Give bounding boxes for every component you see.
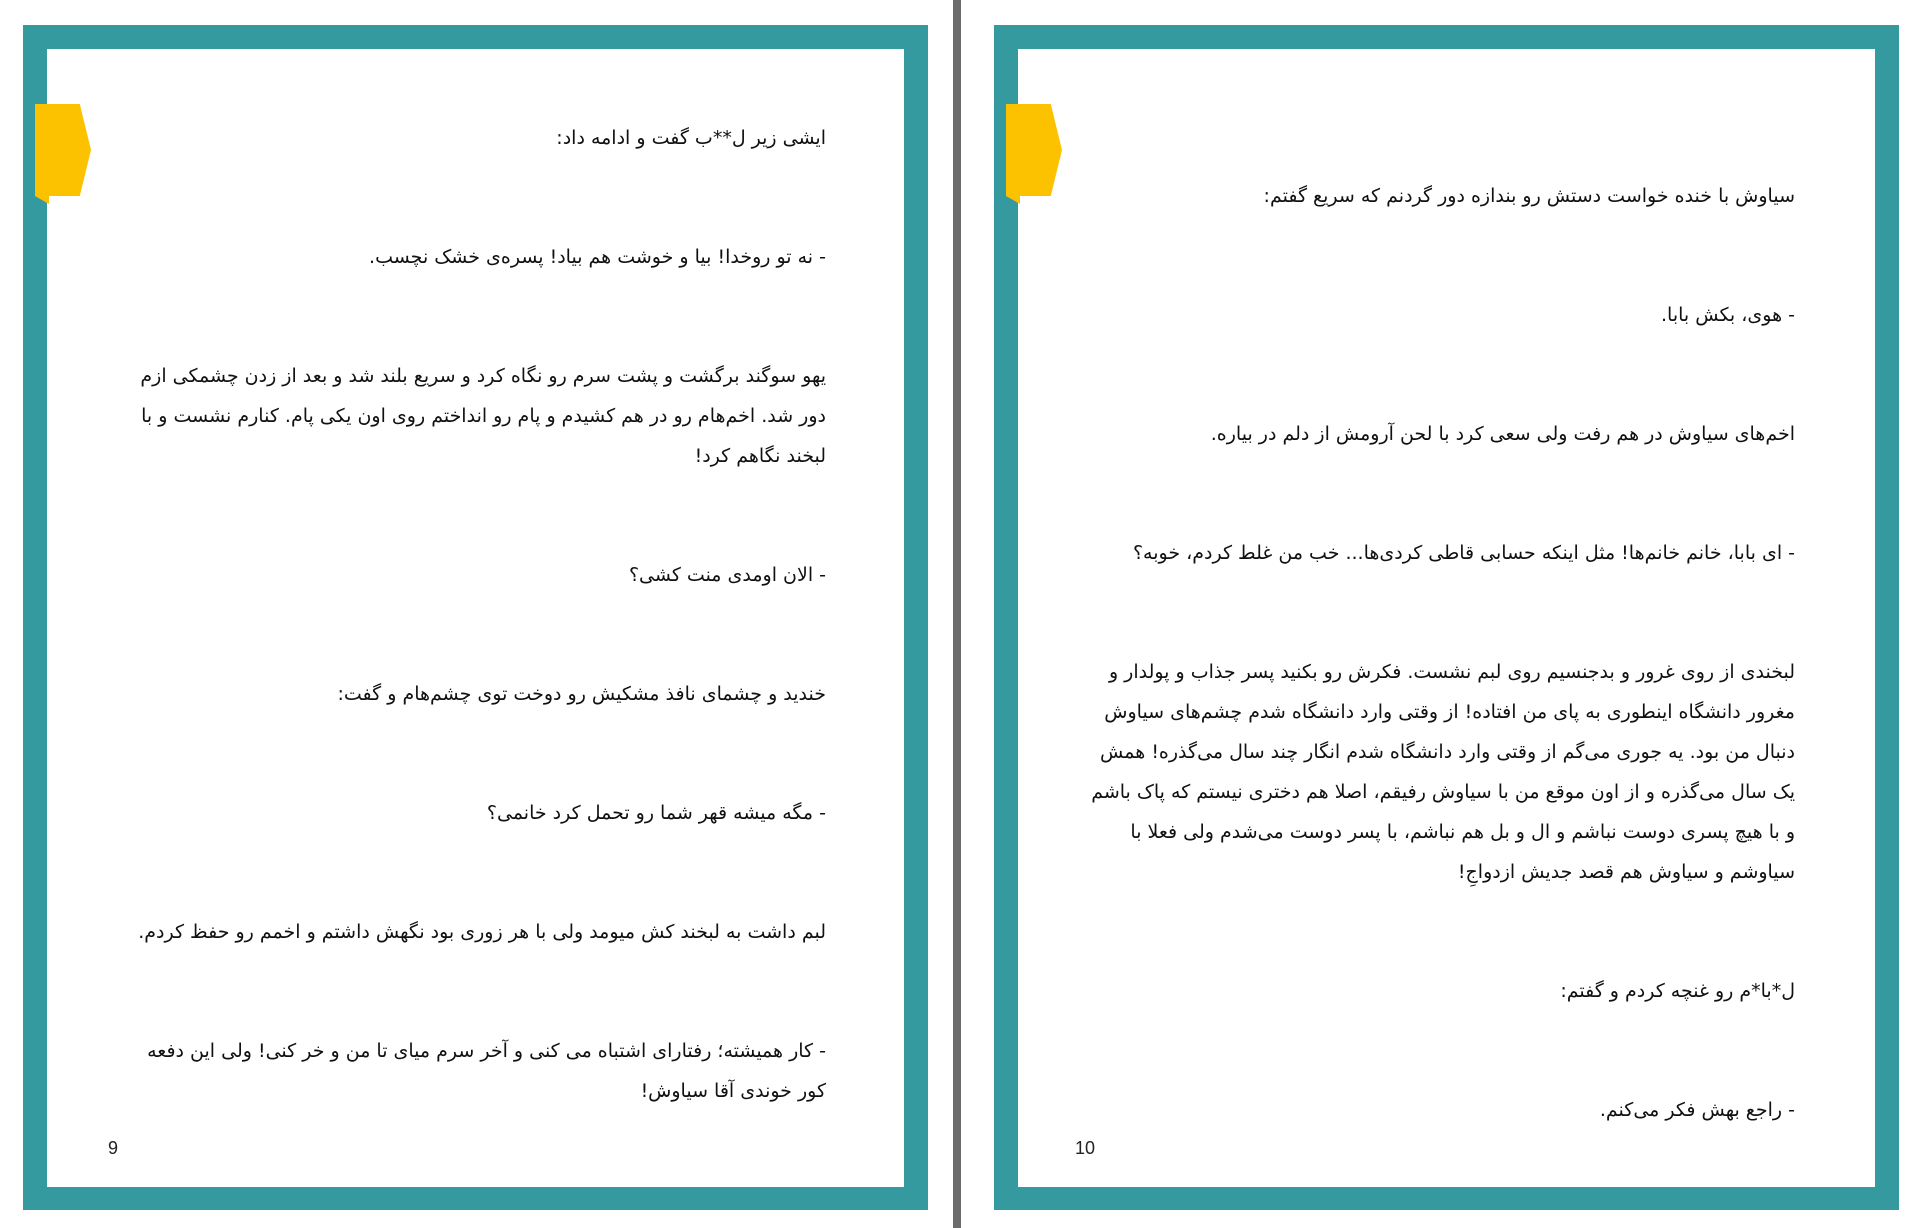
paragraph: لبخندی از روی غرور و بدجنسیم روی لبم نشست. فکرش رو بکنید پسر جذاب و پولدار و مغرور دانشگاه اینطوری به پای من افتاده! از وقتی وارد دانشگاه شدم چشم‌های سیاوش دنبال من بود. یه جوری می‌گم از وقتی وارد دانشگاه شدم انگار چند سال می‌گذره! همش یک سال می‌گذره و از اون موقع من با سیاوش رفیقم، اصلا هم دختری نیستم که پاک باشم و با هیچ پسری دوست نباشم و ال و بل هم نباشم، با پسر دوست می‌شدم ولی فعلا با سیاوشم و سیاوش هم قصد جدیش ازدواجِ! (1091, 661, 1795, 883)
paragraph: - الان اومدی منت کشی؟ (628, 564, 826, 586)
bookmark-tab-decoration (35, 104, 91, 196)
page-10-body-text (1088, 176, 1795, 1130)
paragraph: - ای بابا، خانم خانم‌ها! مثل اینکه حسابی قاطی کردی‌ها... خب من غلط کردم، خوبه؟ (1132, 542, 1795, 564)
paragraph: - راجع بهش فکر می‌کنم. (1599, 1099, 1795, 1121)
page-9-body-text (119, 118, 826, 1111)
paragraph: ل*با*م رو غنچه کردم و گفتم: (1560, 980, 1795, 1002)
page-10 (994, 25, 1899, 1210)
bookmark-tab-decoration (1006, 104, 1062, 196)
page-9-content (47, 49, 904, 1187)
paragraph: ایشی زیر ل**ب گفت و ادامه داد: (556, 127, 826, 149)
paragraph: - کار همیشته؛ رفتارای اشتباه می کنی و آخر سرم میای تا من و خر کنی! ولی این دفعه کور خوندی آقا سیاوش! (147, 1040, 826, 1102)
paragraph: - مگه میشه قهر شما رو تحمل کرد خانمی؟ (486, 802, 826, 824)
bookmark-tab-fold (1006, 196, 1020, 204)
page-10-content (1018, 49, 1875, 1187)
page-9 (23, 25, 928, 1210)
paragraph: سیاوش با خنده خواست دستش رو بندازه دور گردنم که سریع گفتم: (1263, 185, 1795, 207)
bookmark-tab-fold (35, 196, 49, 204)
page-number: 10 (1075, 1138, 1096, 1158)
paragraph: یهو سوگند برگشت و پشت سرم رو نگاه کرد و سریع بلند شد و بعد از زدن چشمکی ازم دور شد. اخم‌هام رو در هم کشیدم و پام رو انداختم روی اون یکی پام. کنارم نشست و با لبخند نگاهم کرد! (140, 365, 826, 467)
paragraph: لبم داشت به لبخند کش میومد ولی با هر زوری بود نگهش داشتم و اخمم رو حفظ کردم. (138, 921, 826, 943)
paragraph: اخم‌های سیاوش در هم رفت ولی سعی کرد با لحن آرومش از دلم در بیاره. (1210, 423, 1795, 445)
paragraph: خندید و چشمای نافذ مشکیش رو دوخت توی چشم‌هام و گفت: (337, 683, 826, 705)
page-spine-divider (953, 0, 961, 1228)
paragraph: - هوی، بکش بابا. (1660, 304, 1795, 326)
page-number: 9 (108, 1138, 119, 1158)
paragraph: - نه تو روخدا! بیا و خوشت هم بیاد! پسره‌ی خشک نچسب. (369, 246, 826, 268)
